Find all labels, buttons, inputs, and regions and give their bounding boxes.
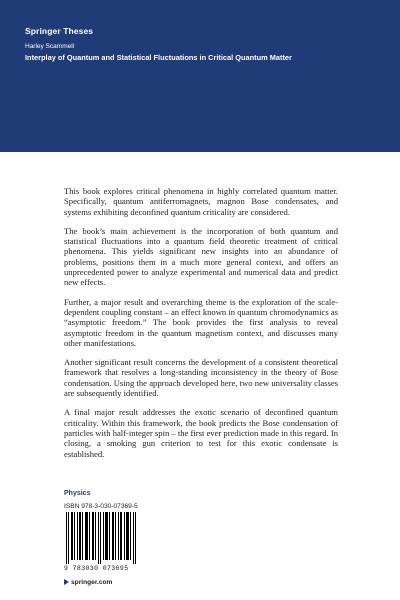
author-name: Harley Scammell [25, 43, 75, 50]
blurb-paragraph: This book explores critical phenomena in highly correlated quantum matter. Specifically, quantum antiferromagnets, magnon Bose condensates, and systems exhibiting deconfined quantum criticality are considered. [64, 186, 338, 217]
subject-label: Physics [64, 490, 91, 497]
barcode-icon [64, 512, 138, 564]
header-banner [0, 0, 400, 152]
isbn-label: ISBN 978-3-030-07369-5 [64, 503, 138, 510]
website-label: springer.com [71, 579, 113, 586]
arrow-icon [64, 579, 69, 585]
publisher-website[interactable] [64, 579, 112, 586]
blurb-paragraph: Another significant result concerns the development of a consistent theoretical framework that resolves a long-standing inconsistency in the theory of Bose condensation. Using the approach developed here, two new universality classes are subsequently identified. [64, 357, 338, 399]
blurb-paragraph: The book’s main achievement is the incorporation of both quantum and statistical fluctuations into a quantum field theoretic treatment of critical phenomena. This yields significant new insights into an abundance of problems, positions them in a much more general context, and offers an unprecedented power to analyze experimental and numerical data and predict new effects. [64, 225, 338, 288]
blurb-paragraph: A final major result addresses the exotic scenario of deconfined quantum criticality. Within this framework, the book predicts the Bose condensation of particles with half-integer spin – the first ever prediction made in this regard. In closing, a smoking gun criterion to test for this exotic condensate is established. [64, 407, 338, 459]
barcode-number: 9 783030 073695 [64, 565, 129, 572]
book-title: Interplay of Quantum and Statistical Fluctuations in Critical Quantum Matter [25, 53, 292, 62]
blurb-paragraph: Further, a major result and overarching theme is the exploration of the scale-dependent coupling constant – an effect known in quantum chromodynamics as “asymptotic freedom.” The book provides the first analysis to reveal asymptotic freedom in the quantum magnetism context, and discusses many other manifestations. [64, 296, 338, 348]
series-name: Springer Theses [25, 26, 94, 36]
blurb-text [64, 186, 338, 468]
